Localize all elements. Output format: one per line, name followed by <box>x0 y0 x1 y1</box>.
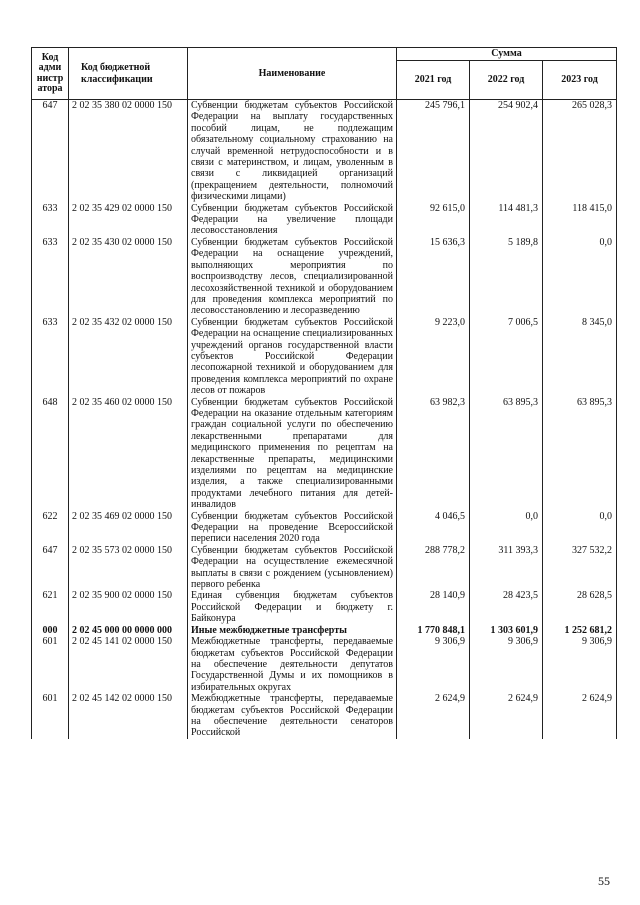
table-row <box>32 511 617 545</box>
table-row <box>32 397 617 511</box>
header-year-2023: 2023 год <box>543 61 617 100</box>
sum-2023-cell: 9 306,9 <box>543 636 617 693</box>
budget-code-cell: 2 02 35 432 02 0000 150 <box>69 317 188 397</box>
sum-2023-cell: 2 624,9 <box>543 693 617 739</box>
sum-2023-cell: 327 532,2 <box>543 545 617 591</box>
admin-code-cell: 633 <box>32 203 69 237</box>
budget-code-cell: 2 02 35 429 02 0000 150 <box>69 203 188 237</box>
sum-2023-cell: 265 028,3 <box>543 100 617 203</box>
budget-code-cell: 2 02 35 900 02 0000 150 <box>69 590 188 624</box>
sum-2021-cell: 9 306,9 <box>397 636 470 693</box>
budget-code-cell: 2 02 35 573 02 0000 150 <box>69 545 188 591</box>
name-cell: Субвенции бюджетам субъектов Российской Федерации на оснащение специализированных учреждений органов государственной власти субъектов Российской Федерации лесопожарной техникой и оборудованием для проведения комплекса мероприятий по охране лесов от пожаров <box>188 317 397 397</box>
table-body <box>32 100 617 739</box>
budget-code-cell: 2 02 45 141 02 0000 150 <box>69 636 188 693</box>
table-row <box>32 693 617 739</box>
sum-2022-cell: 2 624,9 <box>470 693 543 739</box>
sum-2021-cell: 15 636,3 <box>397 237 470 317</box>
sum-2022-cell: 63 895,3 <box>470 397 543 511</box>
budget-code-cell: 2 02 45 142 02 0000 150 <box>69 693 188 739</box>
sum-2023-cell: 63 895,3 <box>543 397 617 511</box>
name-cell: Субвенции бюджетам субъектов Российской Федерации на оказание отдельным категориям граждан социальной услуги по обеспечению лекарственными препаратами для медицинского применения по рецептам на лекарственные препараты, медицинскими изделиями по рецептам на медицинские изделия, а также специализированными продуктами лечебного питания для детей-инвалидов <box>188 397 397 511</box>
name-cell: Субвенции бюджетам субъектов Российской Федерации на оснащение учреждений, выполняющих мероприятия по воспроизводству лесов, специализированной лесохозяйственной техникой и оборудованием для проведения комплекса мероприятий по лесовосстановлению и лесоразведению <box>188 237 397 317</box>
sum-2022-cell: 28 423,5 <box>470 590 543 624</box>
name-cell: Субвенции бюджетам субъектов Российской Федерации на проведение Всероссийской переписи населения 2020 года <box>188 511 397 545</box>
sum-2022-cell: 5 189,8 <box>470 237 543 317</box>
table-row <box>32 203 617 237</box>
name-cell: Субвенции бюджетам субъектов Российской Федерации на увеличение площади лесовосстановления <box>188 203 397 237</box>
sum-2022-cell: 311 393,3 <box>470 545 543 591</box>
name-cell: Субвенции бюджетам субъектов Российской Федерации на осуществление ежемесячной выплаты в связи с рождением (усыновлением) первого ребенка <box>188 545 397 591</box>
sum-2021-cell: 1 770 848,1 <box>397 625 470 636</box>
admin-code-cell: 622 <box>32 511 69 545</box>
sum-2022-cell: 254 902,4 <box>470 100 543 203</box>
sum-2021-cell: 28 140,9 <box>397 590 470 624</box>
name-cell: Иные межбюджетные трансферты <box>188 625 397 636</box>
name-cell: Единая субвенция бюджетам субъектов Российской Федерации и бюджету г. Байконура <box>188 590 397 624</box>
admin-code-cell: 647 <box>32 100 69 203</box>
table-row <box>32 317 617 397</box>
sum-2023-cell: 0,0 <box>543 237 617 317</box>
table-row <box>32 636 617 693</box>
sum-2022-cell: 7 006,5 <box>470 317 543 397</box>
budget-code-cell: 2 02 35 380 02 0000 150 <box>69 100 188 203</box>
header-sum: Сумма <box>397 48 617 61</box>
header-name: Наименование <box>188 48 397 100</box>
sum-2023-cell: 118 415,0 <box>543 203 617 237</box>
admin-code-cell: 648 <box>32 397 69 511</box>
sum-2021-cell: 245 796,1 <box>397 100 470 203</box>
budget-code-cell: 2 02 35 460 02 0000 150 <box>69 397 188 511</box>
sum-2022-cell: 9 306,9 <box>470 636 543 693</box>
sum-2022-cell: 1 303 601,9 <box>470 625 543 636</box>
sum-2021-cell: 9 223,0 <box>397 317 470 397</box>
sum-2021-cell: 288 778,2 <box>397 545 470 591</box>
sum-2023-cell: 8 345,0 <box>543 317 617 397</box>
budget-code-cell: 2 02 35 469 02 0000 150 <box>69 511 188 545</box>
table-row <box>32 545 617 591</box>
table-row <box>32 237 617 317</box>
sum-2021-cell: 63 982,3 <box>397 397 470 511</box>
table-row <box>32 590 617 624</box>
table-row <box>32 625 617 636</box>
name-cell: Межбюджетные трансферты, передаваемые бюджетам субъектов Российской Федерации на обеспечение деятельности сенаторов Российской <box>188 693 397 739</box>
sum-2022-cell: 114 481,3 <box>470 203 543 237</box>
admin-code-cell: 000 <box>32 625 69 636</box>
admin-code-cell: 621 <box>32 590 69 624</box>
sum-2022-cell: 0,0 <box>470 511 543 545</box>
sum-2023-cell: 1 252 681,2 <box>543 625 617 636</box>
budget-code-cell: 2 02 35 430 02 0000 150 <box>69 237 188 317</box>
admin-code-cell: 633 <box>32 237 69 317</box>
sum-2023-cell: 28 628,5 <box>543 590 617 624</box>
header-admin-code: Код адми нистр атора <box>32 48 69 100</box>
sum-2023-cell: 0,0 <box>543 511 617 545</box>
name-cell: Межбюджетные трансферты, передаваемые бюджетам субъектов Российской Федерации на обеспечение деятельности депутатов Государственной Думы и их помощников в избирательных округах <box>188 636 397 693</box>
admin-code-cell: 633 <box>32 317 69 397</box>
header-year-2022: 2022 год <box>470 61 543 100</box>
document-page <box>31 47 616 739</box>
sum-2021-cell: 4 046,5 <box>397 511 470 545</box>
admin-code-cell: 601 <box>32 636 69 693</box>
name-cell: Субвенции бюджетам субъектов Российской Федерации на выплату государственных пособий лицам, не подлежащим обязательному социальному страхованию на случай временной нетрудоспособности и в связи с материнством, и лицам, уволенным в связи с ликвидацией организаций (прекращением деятельности, полномочий физическими лицами) <box>188 100 397 203</box>
table-row <box>32 100 617 203</box>
header-budget-code: Код бюджетной классификации <box>69 48 188 100</box>
sum-2021-cell: 2 624,9 <box>397 693 470 739</box>
budget-table <box>31 47 617 739</box>
header-year-2021: 2021 год <box>397 61 470 100</box>
budget-code-cell: 2 02 45 000 00 0000 000 <box>69 625 188 636</box>
page-number: 55 <box>598 874 610 888</box>
table-header <box>32 48 617 100</box>
admin-code-cell: 647 <box>32 545 69 591</box>
admin-code-cell: 601 <box>32 693 69 739</box>
sum-2021-cell: 92 615,0 <box>397 203 470 237</box>
